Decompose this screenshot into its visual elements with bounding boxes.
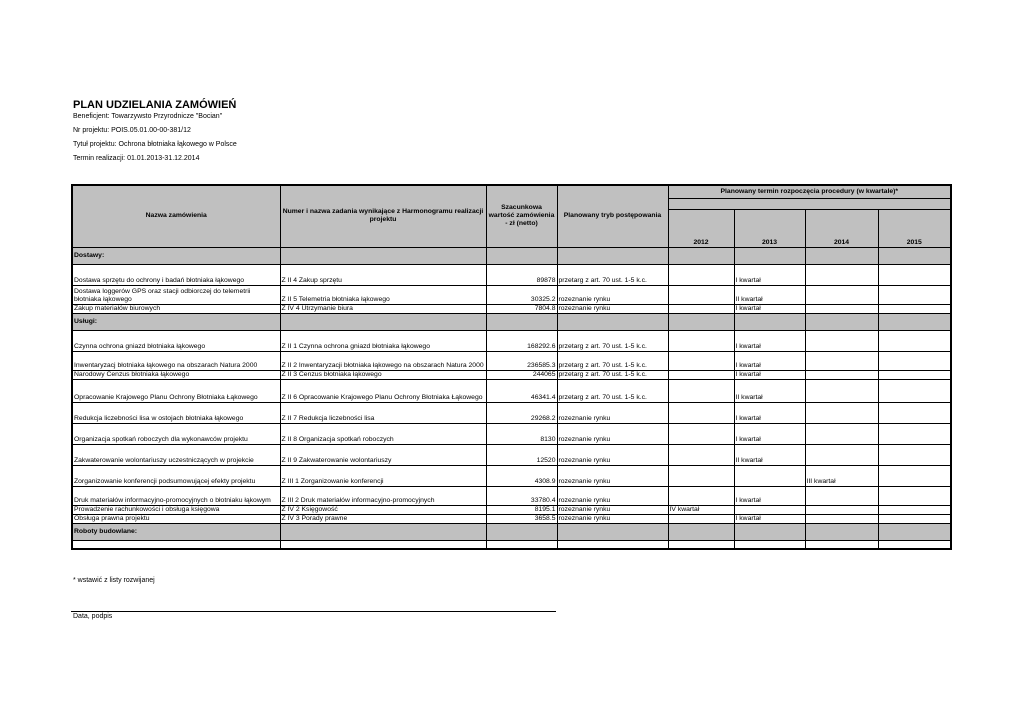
section-filler-cell: [486, 247, 557, 264]
cell-y2012: IV kwartał: [668, 505, 734, 514]
section-filler-cell: [805, 523, 878, 540]
cell-nazwa: Obsługa prawna projektu: [72, 514, 280, 523]
nr-projektu-line: Nr projektu: POIS.05.01.00-00-381/12: [73, 127, 191, 134]
cell-y2012: [668, 486, 734, 505]
cell-numer: Z II 3 Cenzus błotniaka łąkowego: [280, 370, 486, 379]
cell-wartosc: 30325.2: [486, 285, 557, 304]
cell-numer: Z II 1 Czynna ochrona gniazd błotniaka łąkowego: [280, 330, 486, 351]
cell-y2014: [805, 514, 878, 523]
cell-nazwa: Druk materiałów informacyjno-promocyjnych o błotniaku łąkowym: [72, 486, 280, 505]
cell-nazwa: Redukcja liczebności lisa w ostojach błotniaka łąkowego: [72, 402, 280, 423]
cell-nazwa: Organizacja spotkań roboczych dla wykonawców projektu: [72, 423, 280, 444]
section-filler-cell: [878, 313, 951, 330]
cell-wartosc: 29268.2: [486, 402, 557, 423]
cell-y2013: I kwartał: [734, 351, 805, 370]
cell-tryb: rozeznanie rynku: [557, 514, 668, 523]
cell-numer: Z II 7 Redukcja liczebności lisa: [280, 402, 486, 423]
section-filler-cell: [557, 523, 668, 540]
termin-realizacji-line: Termin realizacji: 01.01.2013-31.12.2014: [73, 155, 200, 162]
cell-y2013: I kwartał: [734, 514, 805, 523]
cell-wartosc: 12520: [486, 444, 557, 465]
cell-y2015: [878, 402, 951, 423]
table-row: [72, 330, 951, 351]
year-2012: 2012: [668, 209, 734, 247]
cell-y2015: [878, 423, 951, 444]
cell-y2014: [805, 351, 878, 370]
header-termin: Planowany termin rozpoczęcia procedury (w kwartale)*: [668, 185, 951, 198]
cell-wartosc: [486, 540, 557, 549]
cell-y2015: [878, 465, 951, 486]
cell-y2015: [878, 486, 951, 505]
header-numer: Numer i nazwa zadania wynikające z Harmonogramu realizacji projektu: [280, 185, 486, 247]
section-filler-cell: [557, 247, 668, 264]
cell-wartosc: 168292.6: [486, 330, 557, 351]
cell-tryb: rozeznanie rynku: [557, 304, 668, 313]
cell-tryb: przetarg z art. 70 ust. 1-5 k.c.: [557, 264, 668, 285]
section-filler-cell: [280, 523, 486, 540]
cell-y2015: [878, 379, 951, 402]
cell-y2012: [668, 330, 734, 351]
cell-nazwa: Zakwaterowanie wolontariuszy uczestniczących w projekcie: [72, 444, 280, 465]
cell-nazwa: Zakup materiałów biurowych: [72, 304, 280, 313]
tytul-projektu-line: Tytuł projektu: Ochrona błotniaka łąkowego w Polsce: [73, 141, 237, 148]
cell-wartosc: 89878: [486, 264, 557, 285]
header-wartosc: Szacunkowa wartość zamówienia - zł (netto): [486, 185, 557, 247]
cell-wartosc: 8130: [486, 423, 557, 444]
section-filler-cell: [668, 247, 734, 264]
cell-y2015: [878, 351, 951, 370]
cell-y2012: [668, 402, 734, 423]
cell-y2014: [805, 379, 878, 402]
signature-label: Data, podpis: [73, 613, 113, 620]
section-row: [72, 247, 951, 264]
section-filler-cell: [486, 313, 557, 330]
cell-numer: Z II 5 Telemetria błotniaka łąkowego: [280, 285, 486, 304]
cell-y2012: [668, 465, 734, 486]
table-row: [72, 264, 951, 285]
cell-tryb: rozeznanie rynku: [557, 285, 668, 304]
cell-wartosc: 4308.9: [486, 465, 557, 486]
table-row: [72, 444, 951, 465]
section-label: Roboty budowlane:: [72, 523, 280, 540]
section-filler-cell: [668, 523, 734, 540]
table-row: [72, 505, 951, 514]
cell-y2012: [668, 444, 734, 465]
section-label: Usługi:: [72, 313, 280, 330]
table-row: [72, 423, 951, 444]
cell-y2013: I kwartał: [734, 330, 805, 351]
cell-tryb: przetarg z art. 70 ust. 1-5 k.c.: [557, 370, 668, 379]
cell-y2013: I kwartał: [734, 304, 805, 313]
cell-numer: Z II 6 Opracowanie Krajowego Planu Ochrony Błotniaka Łąkowego: [280, 379, 486, 402]
cell-wartosc: 236585.3: [486, 351, 557, 370]
beneficjent-line: Beneficjent: Towarzywsto Przyrodnicze "Bocian": [73, 113, 223, 120]
page-title: PLAN UDZIELANIA ZAMÓWIEŃ: [73, 99, 237, 111]
cell-y2012: [668, 351, 734, 370]
cell-nazwa: Zorganizowanie konferencji podsumowującej efekty projektu: [72, 465, 280, 486]
cell-tryb: przetarg z art. 70 ust. 1-5 k.c.: [557, 379, 668, 402]
cell-y2012: [668, 304, 734, 313]
cell-wartosc: 33780.4: [486, 486, 557, 505]
cell-y2012: [668, 285, 734, 304]
cell-y2014: [805, 370, 878, 379]
cell-y2012: [668, 423, 734, 444]
cell-tryb: przetarg z art. 70 ust. 1-5 k.c.: [557, 330, 668, 351]
section-filler-cell: [734, 523, 805, 540]
cell-tryb: rozeznanie rynku: [557, 486, 668, 505]
section-row: [72, 523, 951, 540]
cell-y2014: [805, 486, 878, 505]
cell-y2012: [668, 514, 734, 523]
header-tryb: Planowany tryb postępowania: [557, 185, 668, 247]
section-label: Dostawy:: [72, 247, 280, 264]
cell-y2012: [668, 540, 734, 549]
cell-nazwa: Inwentaryzacj błotniaka łąkowego na obszarach Natura 2000: [72, 351, 280, 370]
section-filler-cell: [734, 313, 805, 330]
cell-y2015: [878, 330, 951, 351]
cell-y2015: [878, 514, 951, 523]
section-filler-cell: [557, 313, 668, 330]
cell-y2012: [668, 264, 734, 285]
section-filler-cell: [878, 523, 951, 540]
cell-y2014: [805, 285, 878, 304]
section-filler-cell: [805, 313, 878, 330]
table-row: [72, 304, 951, 313]
signature-line: [71, 611, 556, 612]
cell-y2015: [878, 285, 951, 304]
cell-y2014: [805, 444, 878, 465]
cell-nazwa: Dostawa sprzętu do ochrony i badań błotniaka łąkowego: [72, 264, 280, 285]
cell-y2013: I kwartał: [734, 402, 805, 423]
section-filler-cell: [280, 313, 486, 330]
table-row: [72, 486, 951, 505]
table-row: [72, 540, 951, 549]
cell-tryb: rozeznanie rynku: [557, 444, 668, 465]
section-filler-cell: [280, 247, 486, 264]
section-filler-cell: [734, 247, 805, 264]
cell-y2015: [878, 264, 951, 285]
cell-y2014: III kwartał: [805, 465, 878, 486]
cell-y2013: [734, 465, 805, 486]
cell-wartosc: 7804.8: [486, 304, 557, 313]
cell-numer: Z III 1 Zorganizowanie konferencji: [280, 465, 486, 486]
cell-tryb: rozeznanie rynku: [557, 465, 668, 486]
cell-tryb: [557, 540, 668, 549]
cell-y2014: [805, 264, 878, 285]
cell-numer: [280, 540, 486, 549]
cell-numer: Z IV 4 Utrzymanie biura: [280, 304, 486, 313]
cell-wartosc: 8195.1: [486, 505, 557, 514]
cell-tryb: rozeznanie rynku: [557, 505, 668, 514]
cell-nazwa: Prowadzenie rachunkowości i obsługa księgowa: [72, 505, 280, 514]
table-row: [72, 402, 951, 423]
year-2013: 2013: [734, 209, 805, 247]
procurement-plan-table: [71, 184, 952, 550]
cell-numer: Z II 4 Zakup sprzętu: [280, 264, 486, 285]
header-spacer: [668, 198, 951, 209]
cell-y2014: [805, 505, 878, 514]
cell-y2013: I kwartał: [734, 370, 805, 379]
cell-nazwa: Dostawa loggerów GPS oraz stacji odbiorczej do telemetrii błotniaka łąkowego: [72, 285, 280, 304]
section-row: [72, 313, 951, 330]
cell-nazwa: Czynna ochrona gniazd błotniaka łąkowego: [72, 330, 280, 351]
cell-y2014: [805, 330, 878, 351]
cell-y2013: II kwartał: [734, 285, 805, 304]
cell-y2013: I kwartał: [734, 486, 805, 505]
section-filler-cell: [486, 523, 557, 540]
cell-tryb: rozeznanie rynku: [557, 423, 668, 444]
table-row: [72, 465, 951, 486]
cell-numer: Z III 2 Druk materiałów informacyjno-promocyjnych: [280, 486, 486, 505]
header-nazwa: Nazwa zamówienia: [72, 185, 280, 247]
section-filler-cell: [878, 247, 951, 264]
cell-y2015: [878, 370, 951, 379]
cell-numer: Z IV 2 Księgowość: [280, 505, 486, 514]
cell-y2014: [805, 540, 878, 549]
section-filler-cell: [668, 313, 734, 330]
cell-nazwa: Opracowanie Krajowego Planu Ochrony Błotniaka Łąkowego: [72, 379, 280, 402]
cell-numer: Z IV 3 Porady prawne: [280, 514, 486, 523]
cell-y2015: [878, 540, 951, 549]
cell-y2012: [668, 379, 734, 402]
cell-tryb: przetarg z art. 70 ust. 1-5 k.c.: [557, 351, 668, 370]
cell-numer: Z II 8 Organizacja spotkań roboczych: [280, 423, 486, 444]
cell-y2013: [734, 540, 805, 549]
section-filler-cell: [805, 247, 878, 264]
table-row: [72, 351, 951, 370]
cell-y2013: I kwartał: [734, 264, 805, 285]
cell-y2014: [805, 423, 878, 444]
cell-numer: Z II 2 Inwentaryzacji błotniaka łąkowego na obszarach Natura 2000: [280, 351, 486, 370]
cell-nazwa: [72, 540, 280, 549]
cell-y2014: [805, 402, 878, 423]
footnote: * wstawić z listy rozwijanej: [73, 577, 155, 584]
table-row: [72, 370, 951, 379]
cell-y2015: [878, 304, 951, 313]
cell-y2015: [878, 505, 951, 514]
cell-tryb: rozeznanie rynku: [557, 402, 668, 423]
table-row: [72, 285, 951, 304]
cell-y2015: [878, 444, 951, 465]
table-row: [72, 514, 951, 523]
cell-y2013: [734, 505, 805, 514]
cell-y2013: II kwartał: [734, 379, 805, 402]
cell-y2013: II kwartał: [734, 444, 805, 465]
cell-numer: Z II 9 Zakwaterowanie wolontariuszy: [280, 444, 486, 465]
table-row: [72, 379, 951, 402]
year-2014: 2014: [805, 209, 878, 247]
cell-wartosc: 244065: [486, 370, 557, 379]
cell-y2013: I kwartał: [734, 423, 805, 444]
year-2015: 2015: [878, 209, 951, 247]
cell-wartosc: 46341.4: [486, 379, 557, 402]
cell-y2014: [805, 304, 878, 313]
cell-nazwa: Narodowy Cenzus błotniaka łąkowego: [72, 370, 280, 379]
cell-y2012: [668, 370, 734, 379]
cell-wartosc: 3658.5: [486, 514, 557, 523]
